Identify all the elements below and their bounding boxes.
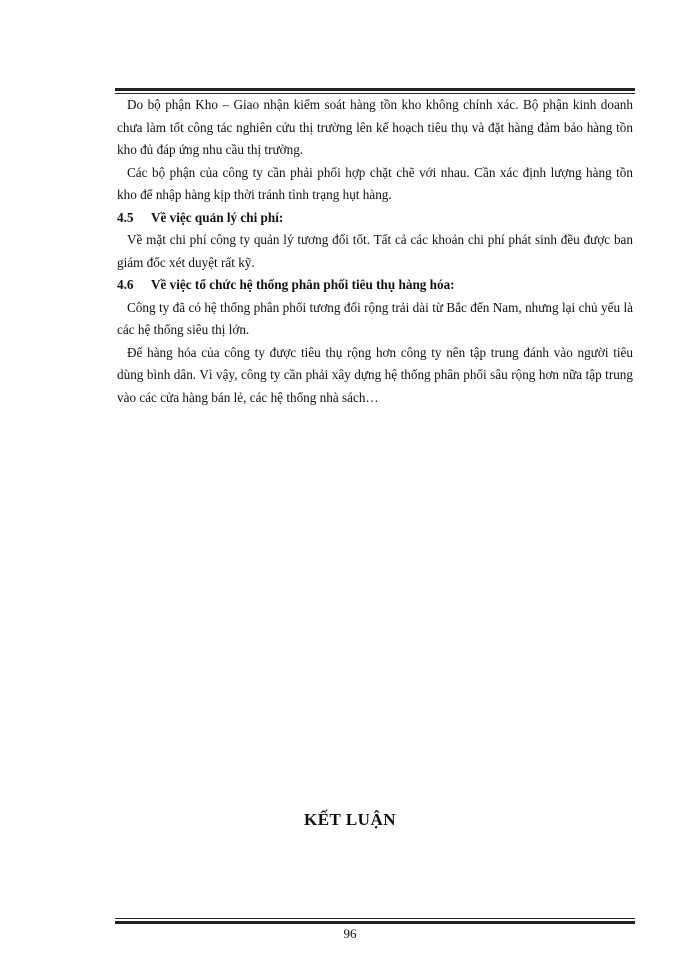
paragraph-cost-management: Về mặt chi phí công ty quản lý tương đối tốt. Tất cả các khoản chi phí phát sinh đều được ban giám đốc xét duyệt rất kỹ. xyxy=(117,232,633,270)
section-heading-4-5 xyxy=(117,207,633,230)
paragraph-distribution-system: Công ty đã có hệ thống phân phối tương đối rộng trải dài từ Bắc đến Nam, nhưng lại chủ yếu là các hệ thống siêu thị lớn. xyxy=(117,299,633,337)
paragraph-distribution-strategy: Để hàng hóa của công ty được tiêu thụ rộng hơn công ty nên tập trung đánh vào người tiêu dùng bình dân. Vì vậy, công ty cần phải xây dựng hệ thống phân phối sâu rộng hơn nữa tập trung vào các cửa hàng bán lẻ, các hệ thống nhà sách… xyxy=(117,344,633,405)
section-heading-4-6 xyxy=(117,274,633,297)
section-title: Về việc tổ chức hệ thống phân phối tiêu thụ hàng hóa: xyxy=(151,277,455,292)
body-text xyxy=(117,94,633,409)
footer-rule xyxy=(115,918,635,924)
section-number: 4.5 xyxy=(117,209,134,225)
paragraph-coordination: Các bộ phận của công ty cần phải phối hợp chặt chẽ với nhau. Cần xác định lượng hàng tồn kho để nhập hàng kịp thời tránh tình trạng hụt hàng. xyxy=(117,164,633,202)
section-title: Về việc quản lý chi phí: xyxy=(151,209,284,225)
section-number: 4.6 xyxy=(117,277,134,292)
paragraph-inventory-control: Do bộ phận Kho – Giao nhận kiểm soát hàng tồn kho không chính xác. Bộ phận kinh doanh chưa làm tốt công tác nghiên cứu thị trường lên kế hoạch tiêu thụ và đặt hàng đảm bảo hàng tồn kho đủ đáp ứng nhu cầu thị trường. xyxy=(117,97,633,157)
conclusion-title: KẾT LUẬN xyxy=(303,810,396,829)
page-number: 96 xyxy=(343,926,357,941)
